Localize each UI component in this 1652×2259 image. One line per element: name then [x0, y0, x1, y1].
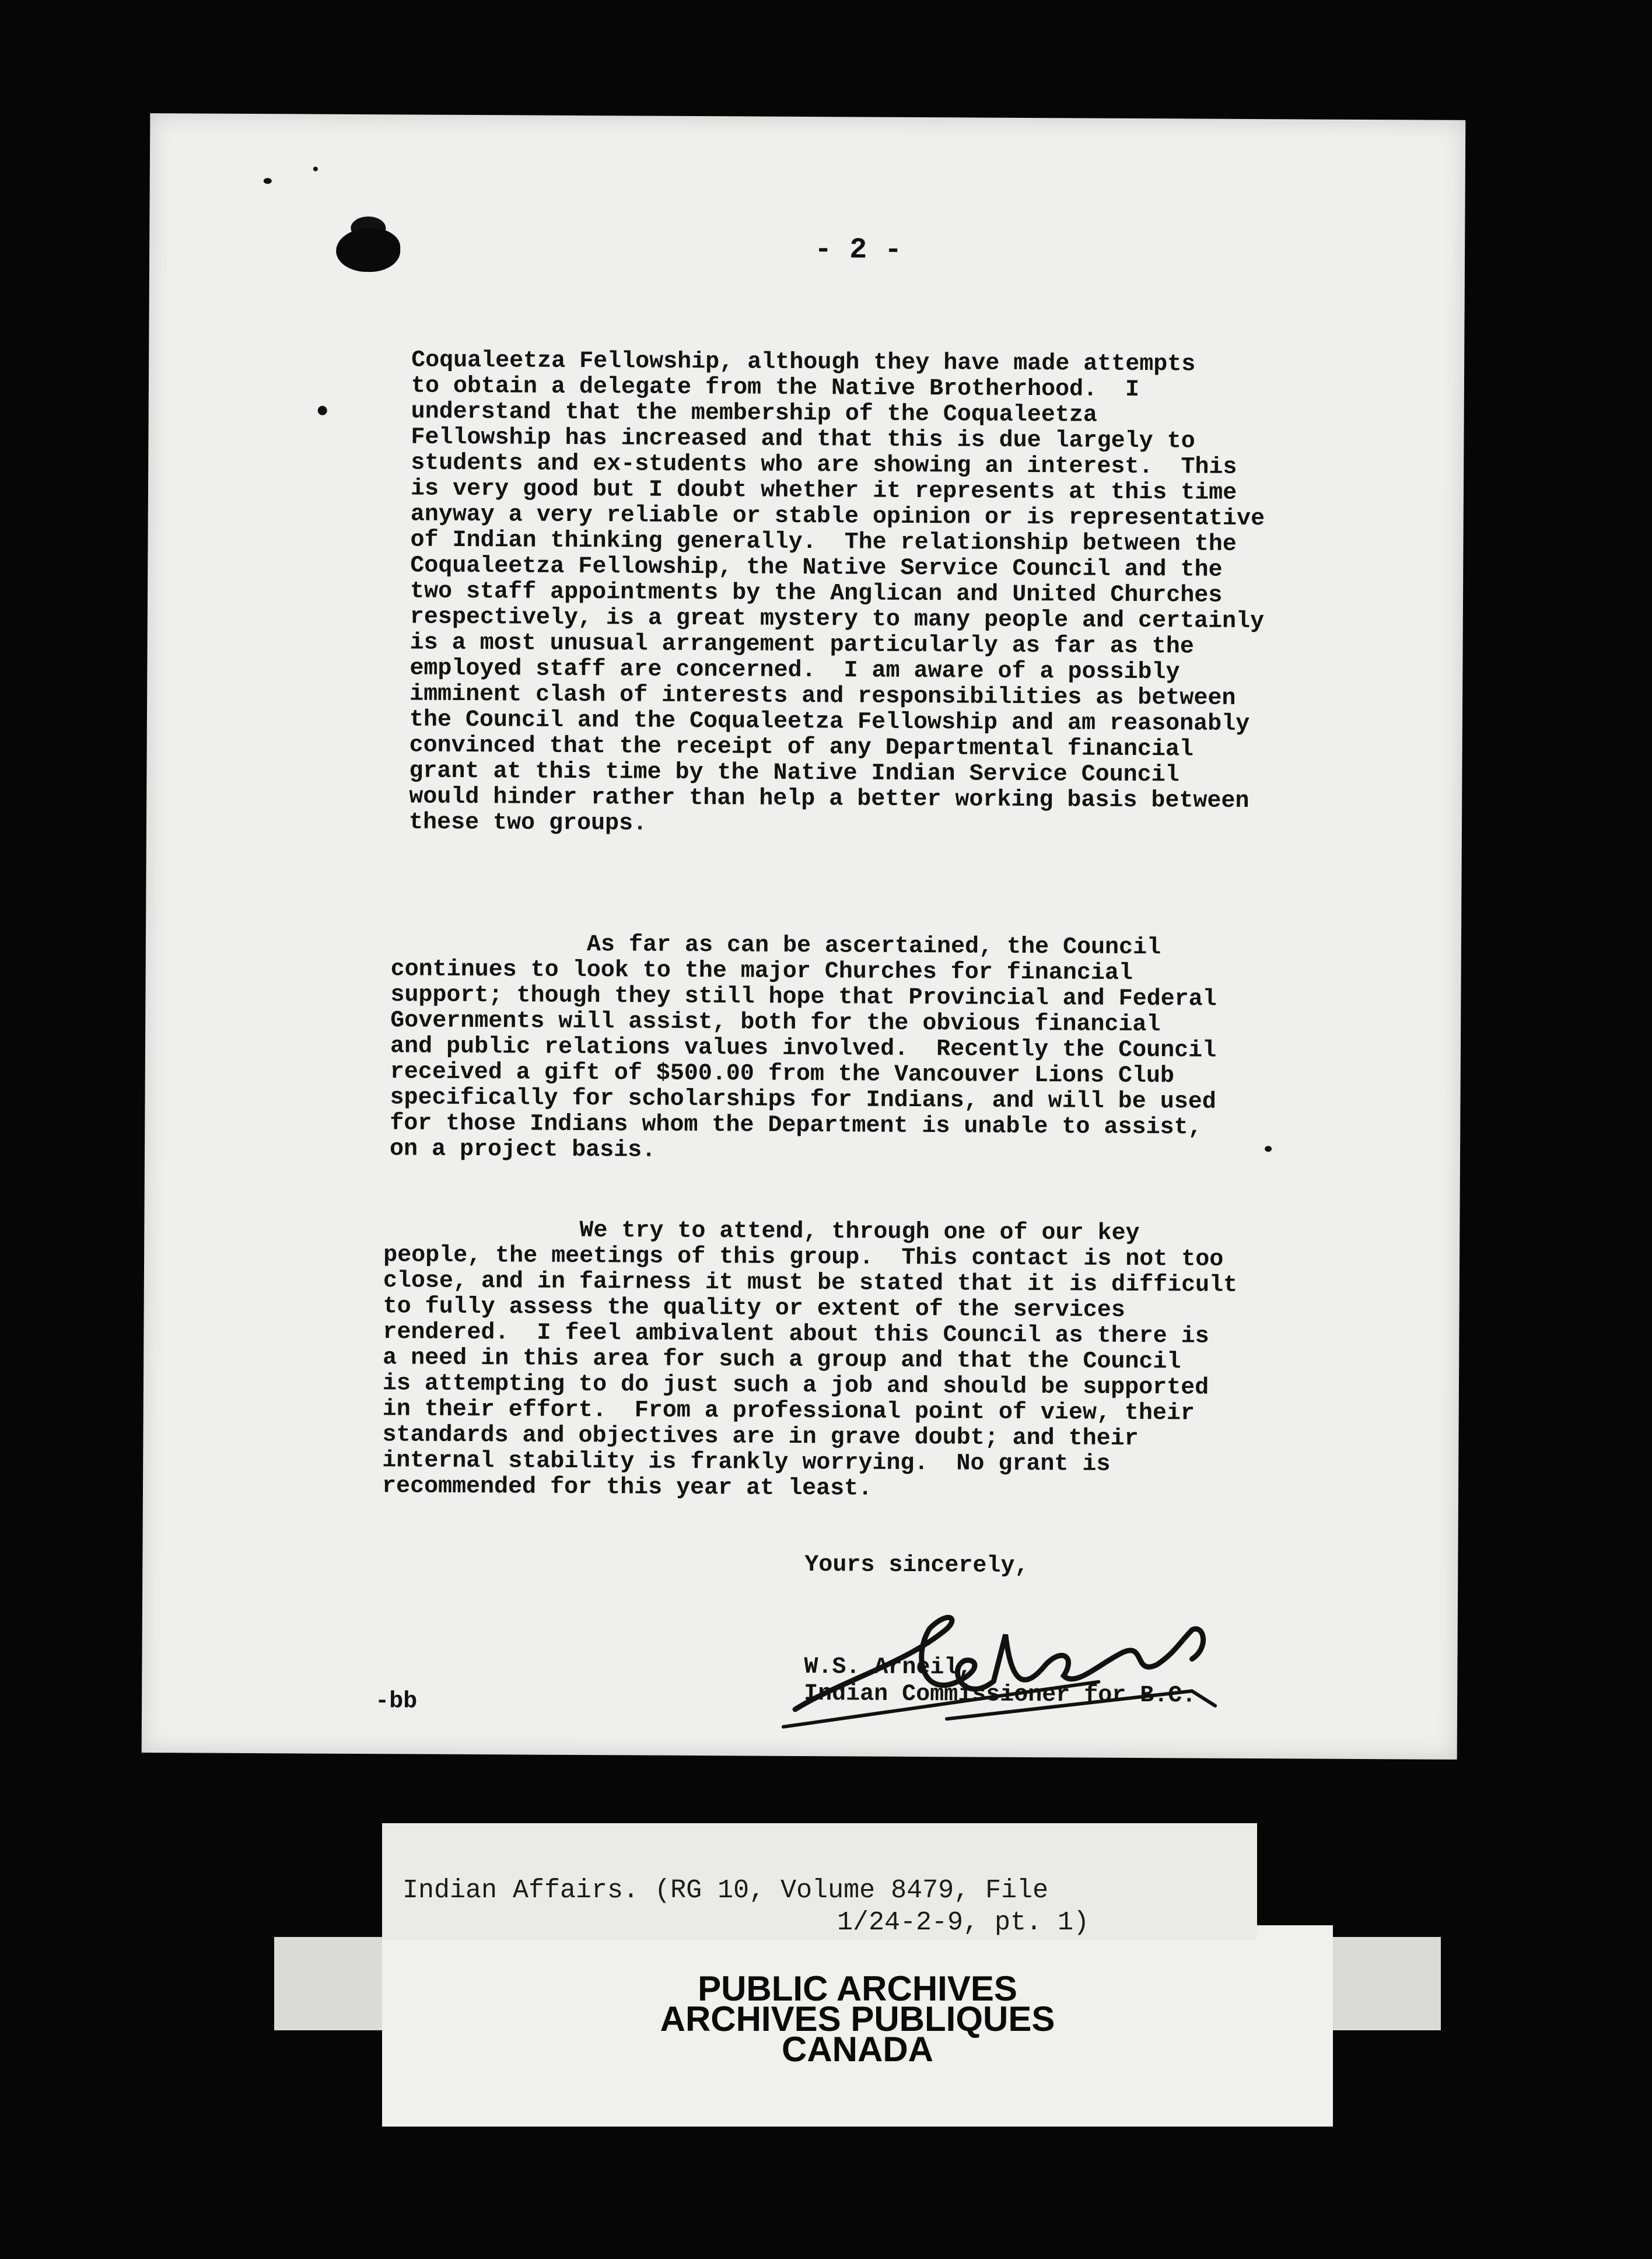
stamp-line-3: CANADA — [782, 2030, 933, 2069]
stamp-line-2: ARCHIVES PUBLIQUES — [660, 1999, 1055, 2038]
letter-page — [142, 113, 1466, 1760]
stamp-line-1: PUBLIC ARCHIVES — [698, 1969, 1017, 2008]
signer-name: W.S. Arneil, — [804, 1654, 972, 1681]
signer-title: Indian Commissioner for B.C. — [804, 1681, 1196, 1709]
speck — [264, 178, 272, 184]
stamp-face — [382, 1925, 1333, 2127]
paragraph-2: As far as can be ascertained, the Council continues to look to the major Churches for financial support; though they still hope that Provincial and Federal Governments will assist, both for the obvious financial and public relations values involved. Recently the Council received a gift of $500.00 from the Vancouver Lions Club specifically for scholarships for Indians, and will be used for those Indians whom the Department is unable to assist, on a project basis. — [389, 931, 1217, 1164]
paragraph-3: We try to attend, through one of our key people, the meetings of this group. This contact is not too close, and in fairness it must be stated that it is difficult to fully assess the quality or extent of the services rendered. I feel ambivalent about this Council as there is a need in this area for such a group and that the Council is attempting to do just such a job and should be supported in their effort. From a professional point of view, their standards and objectives are in grave doubt; and their internal stability is frankly worrying. No grant is recommended for this year at least. — [382, 1216, 1238, 1502]
speck — [313, 167, 318, 172]
archives-stamp — [274, 1925, 1441, 2069]
page-number: - 2 - — [814, 233, 902, 267]
paragraph-1: Coqualeetza Fellowship, although they have made attempts to obtain a delegate from the Native Brotherhood. I understand that the membership of the Coqualeetza Fellowship has increased and that this is due largely to students and ex-students who are showing an interest. This is very good but I doubt whether it represents at this time anyway a very reliable or stable opinion or is representative of Indian thinking generally. The relationship between the Coqualeetza Fellowship, the Native Service Council and the two staff appointments by the Anglican and United Churches respectively, is a great mystery to many people and certainly is a most unusual arrangement particularly as far as the employed staff are concerned. I am aware of a possibly imminent clash of interests and responsibilities as between the Council and the Coqualeetza Fellowship and am reasonably convinced that the receipt of any Departmental financial grant at this time by the Native Indian Service Council would hinder rather than help a better working basis between these two groups. — [408, 347, 1265, 837]
reference-line-1: Indian Affairs. (RG 10, Volume 8479, File — [402, 1876, 1049, 1905]
speck — [1265, 1146, 1272, 1152]
typist-initials: -bb — [375, 1688, 418, 1715]
reference-line-2: 1/24-2-9, pt. 1) — [837, 1908, 1090, 1938]
closing: Yours sincerely, — [804, 1552, 1029, 1580]
punched-hole — [336, 228, 400, 272]
signature-block — [804, 1654, 1196, 1710]
speck — [318, 406, 327, 415]
archive-reference-label — [382, 1823, 1257, 1940]
